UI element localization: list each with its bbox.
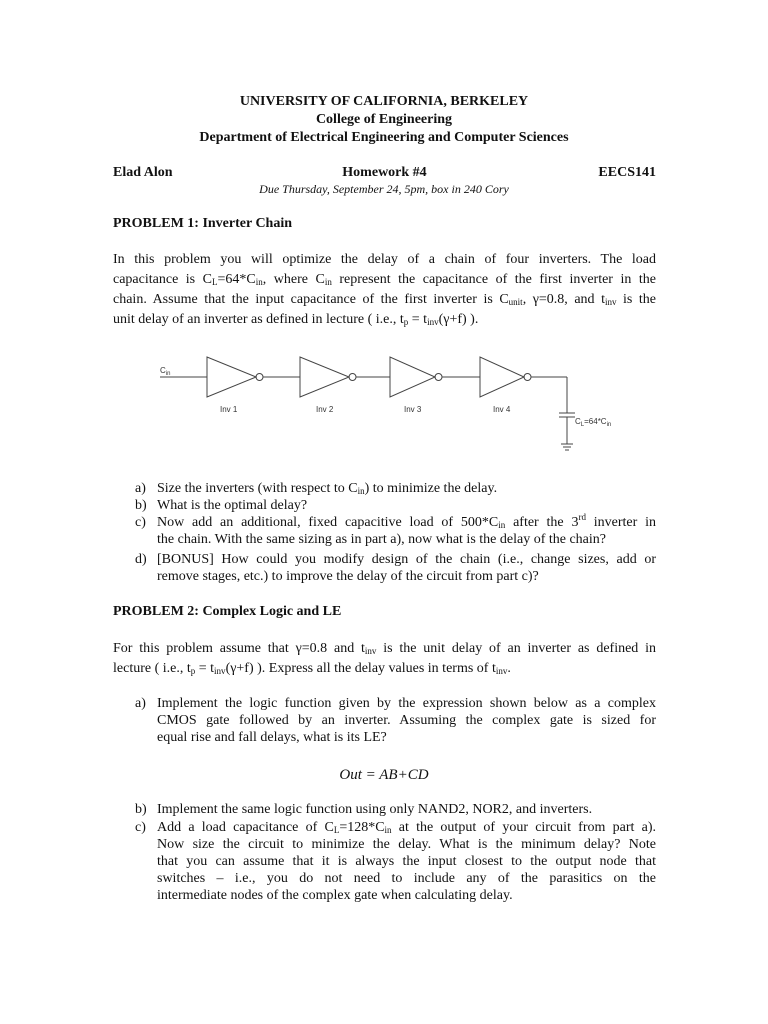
text-line: Now size the circuit to minimize the delay. What is the minimum delay? Note — [157, 837, 656, 852]
text-span: (γ+f) ). Express all the delay values in terms of t — [225, 661, 496, 676]
problem2-part-b — [135, 801, 656, 818]
text-span: is the — [616, 292, 656, 307]
text-span: In this problem you will optimize the delay of a chain of four inverters. The load — [113, 252, 656, 267]
inv-label: Inv 1 — [220, 405, 238, 414]
ground-icon — [561, 444, 573, 450]
text-line: What is the optimal delay? — [157, 498, 308, 513]
problem1-part-d — [135, 551, 656, 585]
subscript: L — [580, 422, 585, 428]
subscript: in — [357, 486, 365, 496]
subscript: inv — [604, 297, 617, 307]
text-span: lecture ( i.e., t — [113, 661, 191, 676]
header-info-row — [113, 165, 656, 183]
text-span: is the unit delay of an inverter as defined in — [376, 641, 656, 656]
text-span: . — [507, 661, 511, 676]
load-capacitance-label — [575, 417, 611, 426]
problem1-part-c — [135, 514, 656, 548]
text-line: Implement the same logic function using only NAND2, NOR2, and inverters. — [157, 802, 593, 817]
inv-label: Inv 2 — [316, 405, 334, 414]
item-label: a) — [135, 696, 146, 711]
item-label: c) — [135, 515, 146, 530]
text-span: capacitance is C — [113, 272, 212, 287]
problem2-title: PROBLEM 2: Complex Logic and LE — [113, 604, 342, 619]
subscript: inv — [427, 317, 439, 327]
subscript: L — [211, 277, 218, 287]
text-span: after the 3 — [505, 515, 579, 530]
text-line: intermediate nodes of the complex gate when calculating delay. — [157, 888, 513, 903]
load-capacitor-symbol — [559, 377, 575, 444]
college-name: College of Engineering — [315, 112, 453, 127]
text-span: C — [575, 417, 581, 426]
text-span: represent the capacitance of the first inverter in the — [331, 272, 656, 287]
text-line — [157, 819, 656, 836]
text-span: inverter in — [585, 515, 656, 530]
superscript: rd — [578, 512, 586, 522]
text-line — [113, 310, 656, 330]
text-span: , γ=0.8, and t — [522, 292, 605, 307]
item-label: b) — [135, 498, 147, 513]
inverter-2-symbol — [300, 357, 356, 397]
subscript: in — [606, 422, 612, 428]
inverter-3-symbol — [390, 357, 442, 397]
text-span: =64*C — [217, 272, 256, 287]
text-line: remove stages, etc.) to improve the delay of the circuit from part c)? — [157, 569, 539, 584]
inv-label: Inv 3 — [404, 405, 422, 414]
subscript: inv — [364, 646, 377, 656]
text-span: , where C — [262, 272, 325, 287]
problem1-part-a — [135, 480, 656, 497]
item-label: c) — [135, 820, 146, 835]
inv-label: Inv 4 — [493, 405, 511, 414]
text-span: Add a load capacitance of C — [157, 820, 334, 835]
text-span: Now add an additional, fixed capacitive load of 500*C — [157, 515, 499, 530]
subscript: unit — [508, 297, 523, 307]
inverter-4-symbol — [480, 357, 531, 397]
text-span: =128*C — [339, 820, 385, 835]
department-name: Department of Electrical Engineering and Computer Sciences — [199, 130, 569, 145]
problem2-part-c — [135, 819, 656, 909]
input-cap-label: $C_{in}$ — [160, 366, 171, 377]
subscript: in — [384, 825, 392, 835]
text-line: switches – i.e., you do not need to include any of the parasitics on the — [157, 871, 656, 886]
subscript: inv — [495, 666, 508, 676]
problem1-intro — [113, 250, 656, 330]
item-label: b) — [135, 802, 147, 817]
homework-number: Homework #4 — [342, 165, 427, 180]
item-label: a) — [135, 481, 146, 496]
text-span: at the output of your circuit from part a). — [391, 820, 656, 835]
subscript: in — [324, 277, 332, 287]
problem2-part-a — [135, 695, 656, 746]
course-code: EECS141 — [598, 165, 656, 180]
subscript: in — [498, 520, 506, 530]
text-line — [157, 480, 656, 497]
text-line: Implement the logic function given by the expression shown below as a complex — [157, 696, 656, 711]
text-line: equal rise and fall delays, what is its LE? — [157, 730, 387, 745]
text-span: unit delay of an inverter as defined in lecture ( i.e., t — [113, 312, 404, 327]
text-line: CMOS gate followed by an inverter. Assuming the complex gate is sized for — [157, 713, 656, 728]
university-name: UNIVERSITY OF CALIFORNIA, BERKELEY — [239, 94, 529, 109]
text-span: ) to minimize the delay. — [364, 481, 498, 496]
text-span: chain. Assume that the input capacitance of the first inverter is C — [113, 292, 509, 307]
text-span: =64*C — [584, 417, 607, 426]
text-line — [113, 639, 656, 659]
subscript: L — [333, 825, 340, 835]
text-line: that you can assume that it is always the input closest to the output node that — [157, 854, 656, 869]
text-line — [113, 659, 656, 679]
text-span: Size the inverters (with respect to C — [157, 481, 358, 496]
item-label: d) — [135, 552, 147, 567]
text-line — [157, 514, 656, 531]
inverter-chain-diagram — [150, 340, 590, 460]
problem1-title: PROBLEM 1: Inverter Chain — [113, 216, 293, 231]
text-line: [BONUS] How could you modify design of the chain (i.e., change sizes, add or — [157, 552, 656, 567]
due-date: Due Thursday, September 24, 5pm, box in 240 Cory — [259, 182, 509, 196]
inverter-1-symbol — [207, 357, 263, 397]
text-line — [113, 250, 656, 270]
text-span: For this problem assume that γ=0.8 and t — [113, 641, 365, 656]
subscript: p — [403, 317, 409, 327]
text-span: = t — [195, 661, 215, 676]
logic-equation: Out = AB+CD — [339, 767, 429, 783]
subscript: p — [190, 666, 196, 676]
text-line — [113, 290, 656, 310]
text-span: = t — [408, 312, 428, 327]
subscript: inv — [214, 666, 226, 676]
problem2-intro — [113, 639, 656, 679]
subscript: in — [255, 277, 263, 287]
text-line — [113, 270, 656, 290]
author-name: Elad Alon — [113, 165, 173, 180]
text-span: (γ+f) ). — [438, 312, 479, 327]
text-line: the chain. With the same sizing as in part a), now what is the delay of the chain? — [157, 532, 606, 547]
